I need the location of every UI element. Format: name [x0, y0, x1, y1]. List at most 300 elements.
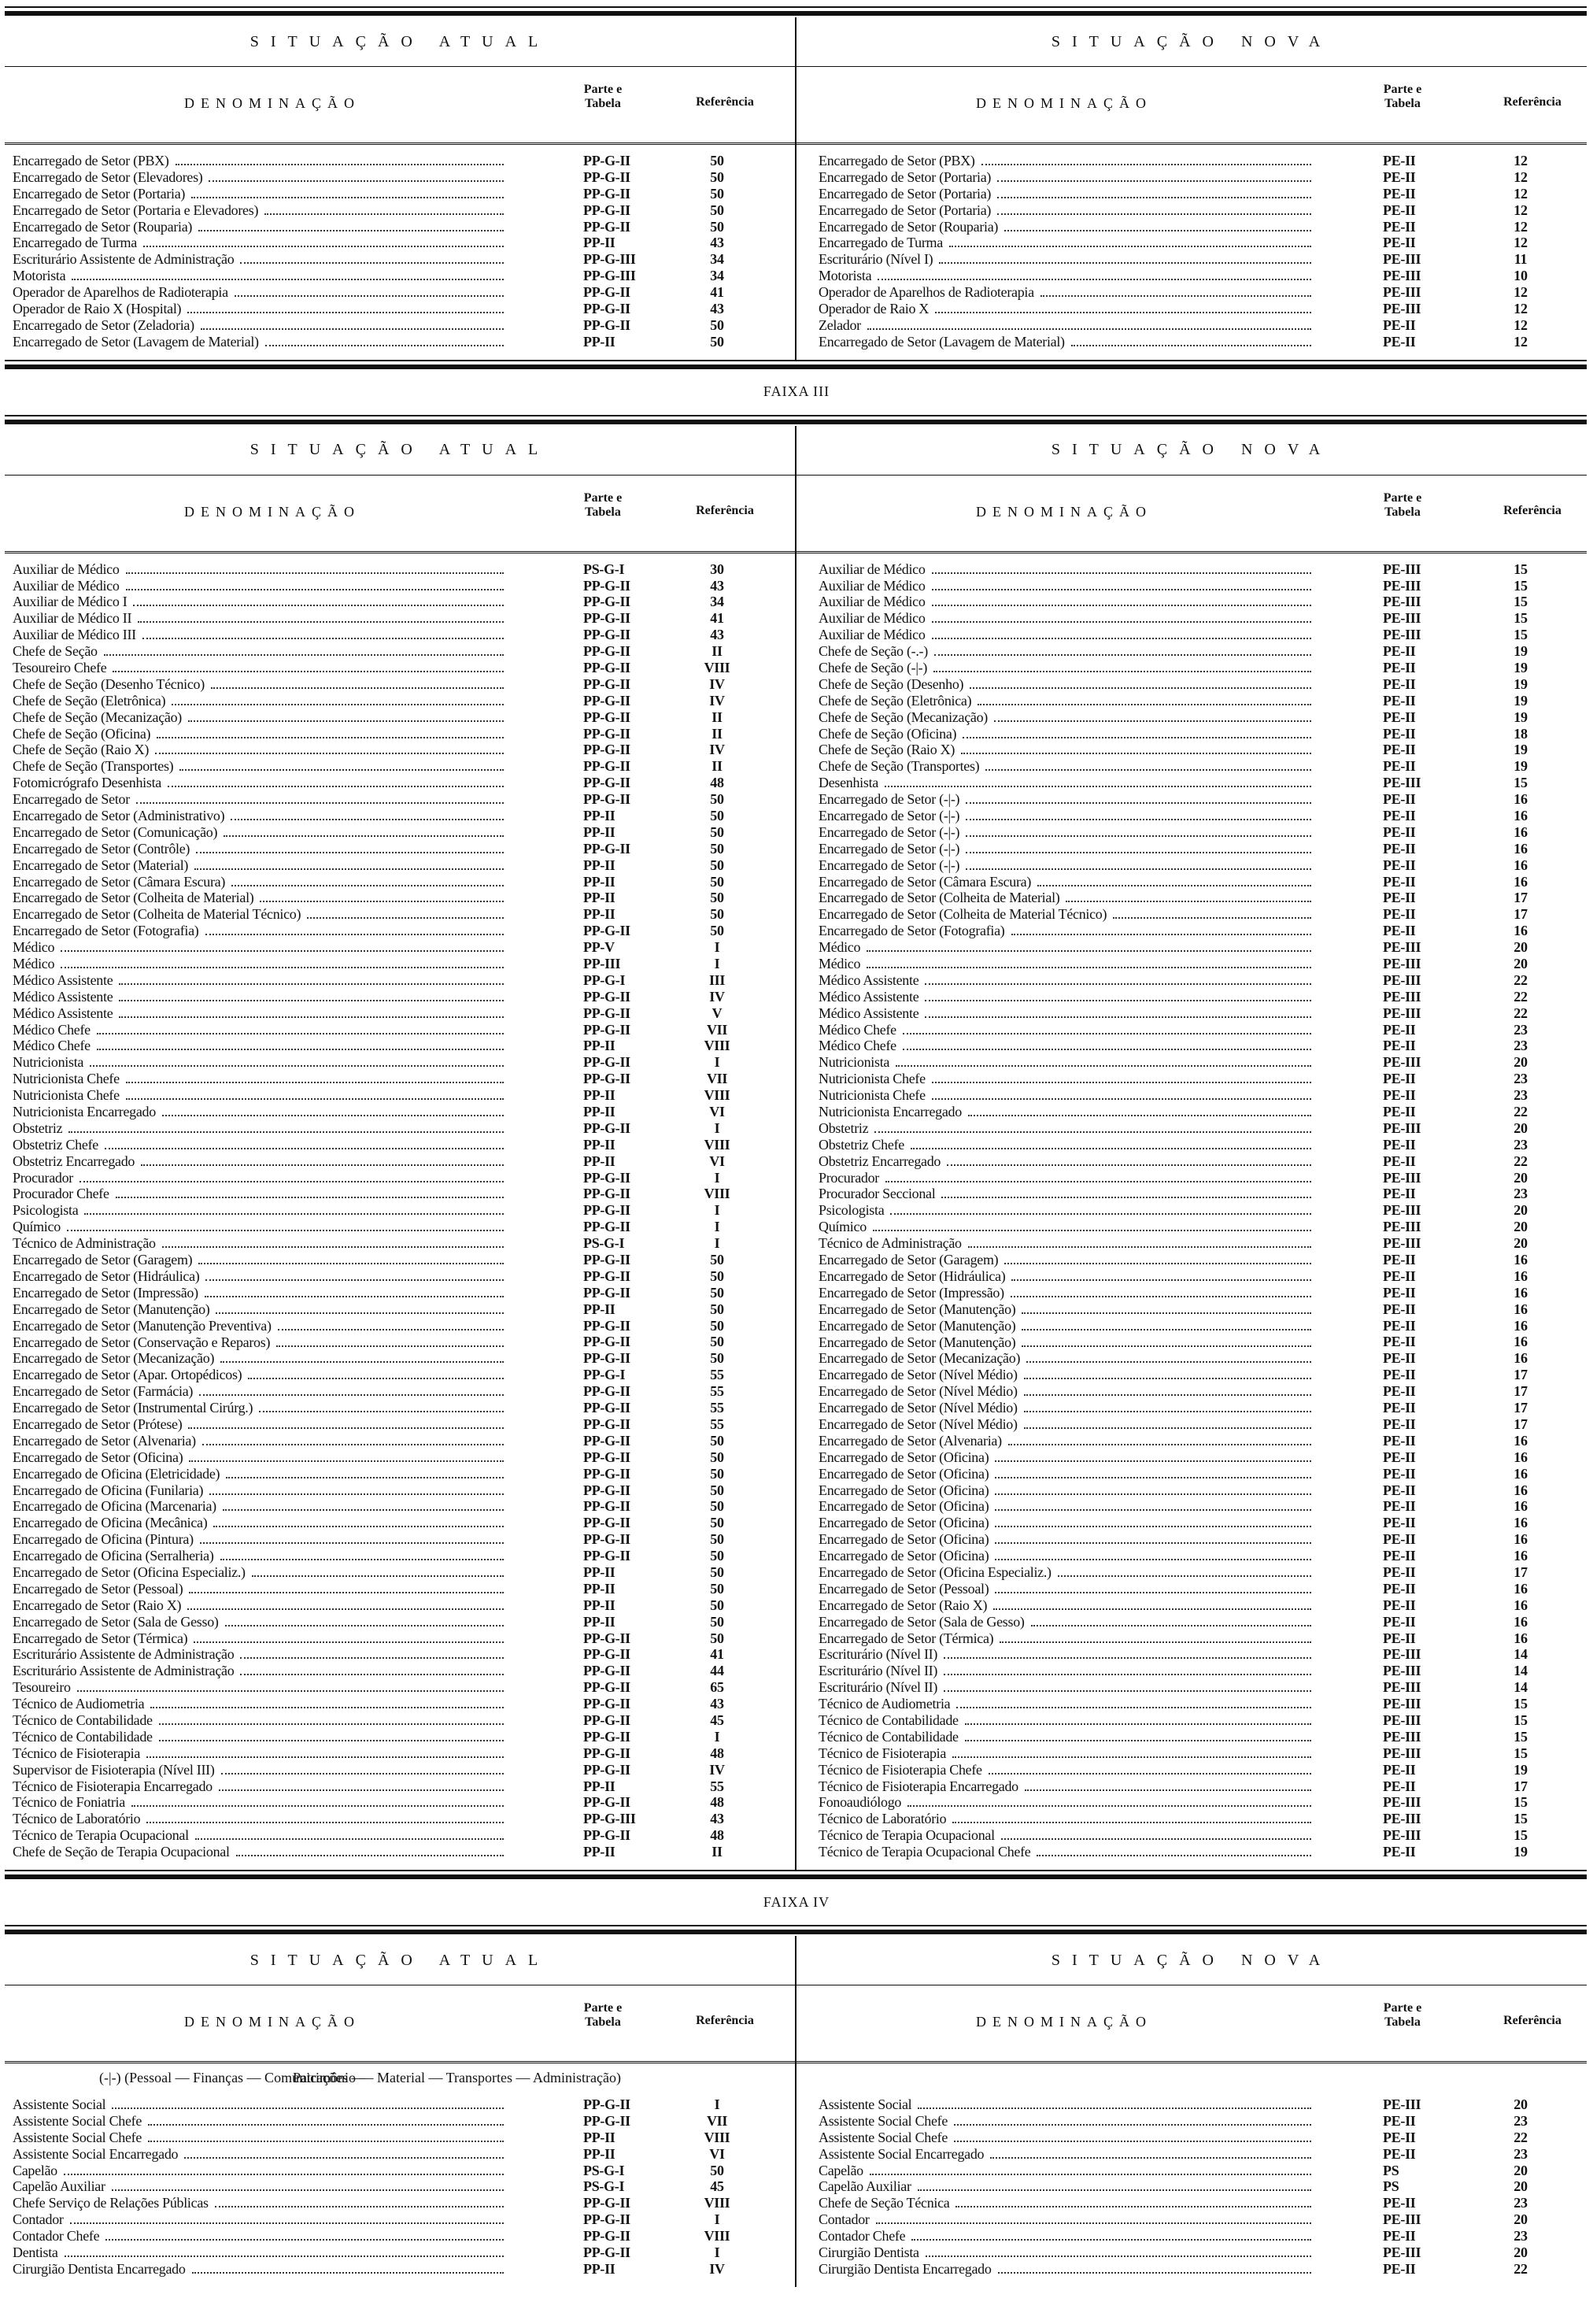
- denominacao-text: Encarregado de Turma: [13, 235, 137, 251]
- denominacao-cell: [5, 824, 508, 841]
- denominacao-cell: [5, 1663, 508, 1679]
- dot-leader: [104, 654, 504, 656]
- dot-leader: [1004, 1263, 1311, 1264]
- dot-leader: [260, 901, 504, 902]
- table-row: [5, 301, 795, 317]
- referencia-cell: VIII: [704, 2129, 730, 2145]
- table-row: [5, 874, 795, 890]
- column-headers: [5, 67, 795, 145]
- section-situacao-nova: [795, 426, 1587, 1870]
- table-row: [796, 1482, 1587, 1499]
- parte-tabela-cell: PE-II: [1383, 709, 1416, 725]
- dot-leader: [867, 967, 1311, 968]
- denominacao-cell: [5, 610, 508, 627]
- dot-leader: [97, 1049, 504, 1050]
- parte-tabela-cell: PE-II: [1383, 1267, 1416, 1284]
- referencia-cell: 12: [1514, 235, 1528, 251]
- referencia-cell: 50: [710, 152, 724, 168]
- dot-leader: [926, 2256, 1311, 2257]
- denominacao-text: Médico: [819, 939, 861, 956]
- referencia-cell: 50: [710, 1334, 724, 1350]
- parte-tabela-cell: PE-II: [1383, 2112, 1416, 2129]
- parte-tabela-cell: PP-II: [583, 1038, 615, 1054]
- dot-leader: [131, 1805, 504, 1807]
- referencia-cell: 23: [1514, 2228, 1528, 2244]
- referencia-cell: 10: [1514, 268, 1528, 284]
- bottom-rule: [5, 360, 1587, 369]
- denominacao-cell: [5, 594, 508, 610]
- referencia-cell: I: [714, 939, 720, 956]
- referencia-cell: 20: [1514, 1219, 1528, 1235]
- dot-leader: [955, 2206, 1311, 2207]
- denominacao-text: Encarregado de Setor (-|-): [819, 823, 960, 840]
- parte-tabela-cell: PP-G-II: [583, 218, 630, 235]
- dot-leader: [966, 835, 1311, 837]
- table-row: [5, 317, 795, 334]
- denominacao-cell: [796, 824, 1316, 841]
- referencia-cell: 15: [1514, 1712, 1528, 1728]
- dot-leader: [240, 1657, 504, 1659]
- dot-leader: [867, 950, 1311, 952]
- parte-tabela-cell: PE-II: [1383, 168, 1416, 185]
- dot-leader: [925, 1000, 1311, 1001]
- denominacao-text: Encarregado de Setor (Nível Médio): [819, 1367, 1018, 1383]
- denominacao-text: Encarregado de Setor (Oficina): [819, 1449, 989, 1465]
- denominacao-text: Técnico de Contabilidade: [819, 1712, 959, 1728]
- table-row: [796, 1087, 1587, 1104]
- parte-tabela-cell: PP-G-II: [583, 300, 630, 316]
- referencia-cell: 19: [1514, 742, 1528, 758]
- section-situacao-atual: [5, 426, 795, 1870]
- table-row: [5, 2130, 795, 2146]
- parte-tabela-cell: PE-II: [1383, 1252, 1416, 1268]
- denominacao-text: Auxiliar de Médico: [819, 627, 926, 643]
- denominacao-cell: [796, 1712, 1316, 1729]
- denominacao-cell: [796, 643, 1316, 660]
- denominacao-text: Técnico de Contabilidade: [819, 1728, 959, 1745]
- dot-leader: [925, 983, 1311, 985]
- denominacao-cell: [5, 186, 508, 202]
- table-row: [796, 1696, 1587, 1712]
- table-row: [5, 594, 795, 610]
- parte-tabela-cell: PE-II: [1383, 1564, 1416, 1580]
- table-row: [5, 578, 795, 594]
- denominacao-cell: [5, 317, 508, 334]
- section-situacao-nova: [795, 17, 1587, 360]
- parte-tabela-cell: PE-II: [1383, 218, 1416, 235]
- parte-tabela-cell: PP-G-II: [583, 1712, 630, 1728]
- denominacao-text: Obstetriz: [819, 1119, 869, 1136]
- denominacao-text: Médico Assistente: [819, 1005, 919, 1021]
- table-row: [5, 923, 795, 939]
- referencia-cell: 50: [710, 1317, 724, 1334]
- dot-leader: [64, 2174, 504, 2175]
- denominacao-text: Encarregado de Setor (Manutenção): [819, 1301, 1016, 1317]
- denominacao-cell: [5, 1301, 508, 1318]
- parte-tabela-cell: PP-G-II: [583, 1415, 630, 1432]
- parte-tabela-cell: PP-II: [583, 1564, 615, 1580]
- dot-leader: [994, 720, 1311, 722]
- denominacao-text: Encarregado de Setor (Hidráulica): [819, 1267, 1006, 1284]
- denominacao-cell: [5, 1531, 508, 1548]
- parte-tabela-cell: PE-II: [1383, 1844, 1416, 1860]
- table-row: [796, 268, 1587, 284]
- denominacao-text: Auxiliar de Médico: [819, 610, 926, 627]
- denominacao-cell: [5, 1005, 508, 1022]
- referencia-cell: 20: [1514, 956, 1528, 971]
- table-row: [796, 1729, 1587, 1745]
- dot-leader: [176, 164, 504, 165]
- denominacao-cell: [796, 1646, 1316, 1663]
- parte-tabela-cell: PP-G-II: [583, 758, 630, 775]
- dot-leader: [90, 1065, 504, 1067]
- referencia-cell: 19: [1514, 1844, 1528, 1860]
- table-row: [5, 1219, 795, 1235]
- table-row: [5, 561, 795, 578]
- referencia-cell: 50: [710, 1449, 724, 1465]
- table-row: [796, 317, 1587, 334]
- parte-tabela-cell: PE-II: [1383, 1400, 1416, 1416]
- dot-leader: [209, 180, 504, 182]
- dot-leader: [981, 164, 1311, 165]
- denominacao-text: Médico Assistente: [13, 971, 113, 988]
- denominacao-text: Chefe de Seção (-.-): [819, 643, 928, 660]
- parte-tabela-cell: PP-G-II: [583, 202, 630, 218]
- referencia-cell: 19: [1514, 709, 1528, 725]
- table-row: [5, 1449, 795, 1466]
- denominacao-text: Técnico de Audiometria: [13, 1696, 145, 1712]
- dot-leader: [995, 1493, 1311, 1495]
- dot-leader: [141, 1164, 504, 1166]
- table-row: [5, 1827, 795, 1844]
- referencia-cell: 16: [1514, 1252, 1528, 1268]
- parte-tabela-cell: PP-II: [583, 873, 615, 890]
- dot-leader: [944, 1657, 1311, 1659]
- dot-leader: [885, 1181, 1311, 1182]
- dot-leader: [192, 2272, 504, 2274]
- denominacao-text: Encarregado de Setor (Nível Médio): [819, 1400, 1018, 1416]
- table-row: [796, 1827, 1587, 1844]
- parte-tabela-label: Parte e Tabela: [1383, 490, 1422, 519]
- referencia-cell: 65: [710, 1679, 724, 1696]
- parte-tabela-cell: PP-II: [583, 857, 615, 873]
- table-row: [5, 1350, 795, 1367]
- referencia-cell: 16: [1514, 1432, 1528, 1449]
- denominacao-text: Contador Chefe: [819, 2228, 906, 2244]
- parte-tabela-cell: PE-III: [1383, 1827, 1421, 1844]
- parte-tabela-cell: PP-G-II: [583, 923, 630, 939]
- referencia-cell: 23: [1514, 1136, 1528, 1153]
- denominacao-cell: [796, 693, 1316, 709]
- dot-leader: [194, 1641, 504, 1643]
- denominacao-cell: [5, 2163, 508, 2179]
- table-row: [5, 186, 795, 202]
- table-halves: [5, 1936, 1587, 2287]
- dot-leader: [1058, 1575, 1311, 1577]
- referencia-cell: I: [714, 2211, 720, 2228]
- parte-tabela-cell: PE-III: [1383, 956, 1421, 971]
- denominacao-cell: [5, 1614, 508, 1630]
- dot-leader: [105, 1148, 504, 1149]
- subtitle-text: Patrimônio — Material — Transportes — Administração): [293, 2070, 621, 2086]
- denominacao-text: Técnico de Terapia Ocupacional Chefe: [819, 1844, 1031, 1860]
- table-row: [796, 2146, 1587, 2163]
- referencia-cell: VI: [709, 1153, 725, 1169]
- denominacao-cell: [5, 939, 508, 956]
- denominacao-cell: [796, 874, 1316, 890]
- dot-leader: [876, 2222, 1311, 2224]
- table-row: [796, 841, 1587, 857]
- parte-tabela-cell: PE-II: [1383, 1778, 1416, 1794]
- dot-leader: [126, 1098, 504, 1100]
- referencia-cell: 22: [1514, 1104, 1528, 1120]
- parte-tabela-cell: PE-II: [1383, 906, 1416, 923]
- denominacao-text: Encarregado de Setor: [13, 791, 130, 808]
- dot-leader: [978, 704, 1311, 705]
- parte-tabela-cell: PP-G-II: [583, 675, 630, 692]
- parte-tabela-cell: PP-II: [583, 890, 615, 906]
- denominacao-cell: [5, 775, 508, 791]
- parte-tabela-cell: PE-II: [1383, 675, 1416, 692]
- table-row: [5, 758, 795, 775]
- denominacao-cell: [5, 1515, 508, 1531]
- table-row: [5, 1071, 795, 1087]
- denominacao-cell: [796, 1564, 1316, 1581]
- parte-tabela-cell: PE-III: [1383, 775, 1421, 791]
- denominacao-cell: [796, 610, 1316, 627]
- parte-tabela-cell: PP-G-II: [583, 1449, 630, 1465]
- table-row: [796, 1531, 1587, 1548]
- referencia-cell: 16: [1514, 1531, 1528, 1548]
- denominacao-cell: [796, 2195, 1316, 2211]
- denominacao-cell: [796, 153, 1316, 169]
- table-row: [796, 1778, 1587, 1795]
- denominacao-cell: [5, 1548, 508, 1564]
- referencia-cell: 55: [710, 1400, 724, 1416]
- referencia-cell: 18: [1514, 725, 1528, 742]
- denominacao-text: Encarregado de Setor (Garagem): [819, 1252, 999, 1268]
- denominacao-text: Técnico de Laboratório: [819, 1811, 947, 1827]
- denominacao-cell: [796, 2146, 1316, 2163]
- denominacao-cell: [796, 2163, 1316, 2179]
- referencia-cell: VII: [706, 1071, 728, 1087]
- table-body: [796, 553, 1587, 1870]
- parte-tabela-label: Parte e Tabela: [583, 83, 623, 110]
- table-row: [796, 1367, 1587, 1383]
- referencia-cell: 16: [1514, 1580, 1528, 1597]
- table-row: [5, 1663, 795, 1679]
- referencia-cell: 22: [1514, 988, 1528, 1005]
- dot-leader: [278, 1329, 504, 1330]
- referencia-cell: 50: [710, 890, 724, 906]
- denominacao-cell: [5, 1827, 508, 1844]
- denominacao-cell: [796, 1087, 1316, 1104]
- denominacao-text: Contador: [13, 2211, 64, 2228]
- referencia-cell: 50: [710, 1267, 724, 1284]
- parte-tabela-cell: PE-III: [1383, 988, 1421, 1005]
- dot-leader: [231, 819, 504, 820]
- table-row: [5, 1120, 795, 1137]
- table-row: [796, 808, 1587, 824]
- referencia-cell: 50: [710, 823, 724, 840]
- table-row: [5, 1778, 795, 1795]
- dot-leader: [997, 213, 1311, 215]
- referencia-cell: 17: [1514, 1564, 1528, 1580]
- dot-leader: [941, 1197, 1311, 1198]
- dot-leader: [159, 1723, 504, 1725]
- parte-tabela-cell: PP-G-II: [583, 1219, 630, 1235]
- referencia-cell: 50: [710, 906, 724, 923]
- referencia-cell: 16: [1514, 857, 1528, 873]
- denominacao-cell: [796, 660, 1316, 676]
- table-row: [5, 2113, 795, 2130]
- table-row: [796, 1844, 1587, 1860]
- referencia-cell: IV: [709, 675, 725, 692]
- referencia-cell: 50: [710, 168, 724, 185]
- parte-tabela-cell: PP-G-II: [583, 1432, 630, 1449]
- referencia-cell: 16: [1514, 1548, 1528, 1564]
- parte-tabela-cell: PE-II: [1383, 742, 1416, 758]
- referencia-cell: 50: [710, 1613, 724, 1630]
- table-row: [796, 2244, 1587, 2261]
- denominacao-text: Técnico de Contabilidade: [13, 1728, 153, 1745]
- denominacao-text: Encarregado de Setor (Oficina): [819, 1531, 989, 1548]
- denominacao-cell: [5, 693, 508, 709]
- parte-tabela-cell: PE-III: [1383, 1054, 1421, 1071]
- table-row: [796, 610, 1587, 627]
- table-row: [5, 709, 795, 726]
- denominacao-cell: [796, 742, 1316, 758]
- referencia-cell: 14: [1514, 1663, 1528, 1679]
- denominacao-cell: [5, 1630, 508, 1647]
- denominacao-cell: [5, 2146, 508, 2163]
- referencia-cell: 12: [1514, 333, 1528, 350]
- denominacao-cell: [5, 1202, 508, 1219]
- denominacao-text: Psicologista: [819, 1202, 885, 1219]
- denominacao-cell: [5, 1120, 508, 1137]
- denominacao-text: Escriturário (Nível II): [819, 1646, 938, 1663]
- parte-tabela-cell: PE-II: [1383, 1284, 1416, 1301]
- denominacao-cell: [5, 301, 508, 317]
- table-row: [796, 561, 1587, 578]
- denominacao-cell: [796, 1663, 1316, 1679]
- dot-leader: [184, 2157, 504, 2159]
- parte-tabela-cell: PE-II: [1383, 1580, 1416, 1597]
- table-row: [796, 1712, 1587, 1729]
- denominacao-text: Chefe de Seção (Oficina): [819, 725, 957, 742]
- parte-tabela-cell: PE-II: [1383, 2260, 1416, 2277]
- denominacao-cell: [5, 1482, 508, 1499]
- denominacao-cell: [796, 301, 1316, 317]
- table-row: [5, 2261, 795, 2278]
- denominacao-cell: [5, 1466, 508, 1482]
- denominacao-cell: [796, 594, 1316, 610]
- dot-leader: [126, 589, 504, 590]
- dot-leader: [952, 1822, 1311, 1823]
- table-row: [796, 693, 1587, 709]
- table-row: [796, 1811, 1587, 1827]
- parte-tabela-cell: PE-III: [1383, 1663, 1421, 1679]
- denominacao-cell: [796, 791, 1316, 808]
- denominacao-cell: [5, 791, 508, 808]
- dot-leader: [968, 1246, 1311, 1248]
- dot-leader: [187, 1608, 504, 1610]
- parte-tabela-cell: PE-III: [1383, 971, 1421, 988]
- table-row: [5, 1137, 795, 1153]
- table-row: [5, 1022, 795, 1038]
- table-row: [796, 1614, 1587, 1630]
- dot-leader: [126, 1082, 504, 1083]
- referencia-cell: VI: [709, 2145, 725, 2162]
- dot-leader: [148, 2141, 504, 2142]
- denominacao-cell: [796, 1318, 1316, 1334]
- referencia-cell: 41: [710, 610, 724, 627]
- denominacao-text: Chefe de Seção (Desenho Técnico): [13, 675, 205, 692]
- referencia-cell: 50: [710, 923, 724, 939]
- dot-leader: [1024, 1394, 1311, 1396]
- dot-leader: [240, 1674, 504, 1675]
- parte-tabela-cell: PE-II: [1383, 659, 1416, 675]
- parte-tabela-cell: PE-III: [1383, 1646, 1421, 1663]
- referencia-cell: 50: [710, 840, 724, 857]
- table-row: [5, 1630, 795, 1647]
- referencia-cell: 50: [710, 316, 724, 333]
- referencia-cell: 16: [1514, 1498, 1528, 1515]
- dot-leader: [187, 312, 504, 313]
- dot-leader: [148, 2124, 504, 2126]
- dot-leader: [216, 1312, 504, 1314]
- table-row: [5, 169, 795, 186]
- referencia-cell: 16: [1514, 1482, 1528, 1498]
- denominacao-text: Chefe de Seção (Raio X): [13, 742, 150, 758]
- dot-leader: [1022, 1312, 1311, 1314]
- table-row: [5, 972, 795, 989]
- parte-tabela-label: Parte e Tabela: [1383, 83, 1422, 110]
- dot-leader: [157, 737, 504, 738]
- denominacao-text: Encarregado de Oficina (Eletricidade): [13, 1465, 220, 1482]
- dot-leader: [61, 967, 504, 968]
- denominacao-cell: [796, 1186, 1316, 1202]
- referencia-cell: 34: [710, 268, 724, 284]
- denominacao-text: Técnico de Terapia Ocupacional: [13, 1827, 189, 1844]
- denominacao-cell: [5, 1433, 508, 1449]
- parte-tabela-cell: PP-II: [583, 1844, 615, 1860]
- dot-leader: [146, 1756, 504, 1758]
- referencia-cell: 16: [1514, 1267, 1528, 1284]
- table-row: [5, 2179, 795, 2196]
- denominacao-cell: [796, 2244, 1316, 2261]
- denominacao-text: Encarregado de Setor (PBX): [13, 152, 169, 168]
- denominacao-text: Escriturário Assistente de Administração: [13, 1646, 235, 1663]
- parte-tabela-cell: PP-II: [583, 1153, 615, 1169]
- table-row: [5, 890, 795, 907]
- table-row: [5, 235, 795, 251]
- parte-tabela-cell: PP-G-II: [583, 1794, 630, 1811]
- table-row: [5, 1646, 795, 1663]
- denominacao-text: Encarregado de Oficina (Serralheria): [13, 1548, 214, 1564]
- parte-tabela-cell: PP-II: [583, 2145, 615, 2162]
- parte-tabela-cell: PE-III: [1383, 1119, 1421, 1136]
- table-row: [5, 2163, 795, 2179]
- dot-leader: [932, 589, 1311, 590]
- parte-tabela-cell: PP-II: [583, 807, 615, 823]
- column-header-parte-tabela: [548, 83, 658, 111]
- denominacao-text: Cirurgião Dentista Encarregado: [13, 2260, 186, 2277]
- table-row: [5, 1762, 795, 1778]
- denominacao-cell: [5, 1252, 508, 1268]
- table-halves: [5, 17, 1587, 360]
- referencia-cell: 20: [1514, 2096, 1528, 2112]
